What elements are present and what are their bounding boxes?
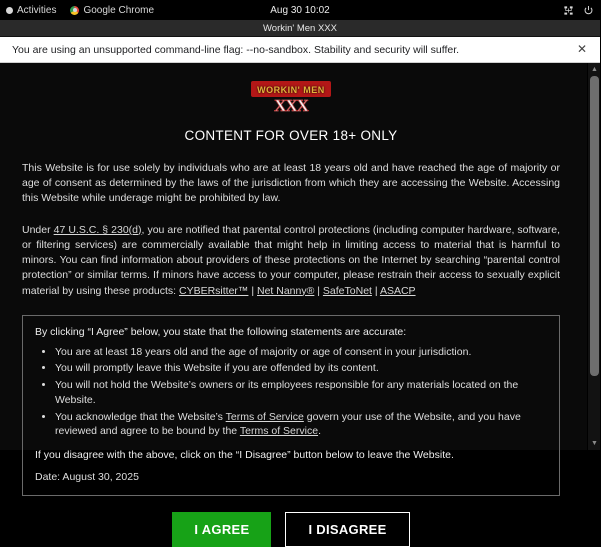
link-terms-of-service-2[interactable]: Terms of Service <box>239 425 319 438</box>
agreement-disagree-note: If you disagree with the above, click on the “I Disagree” button below to leave the Website. <box>35 448 454 461</box>
scrollbar-thumb[interactable] <box>590 76 599 376</box>
page-title: CONTENT FOR OVER 18+ ONLY <box>184 128 398 143</box>
site-logo-main-text: XXX <box>274 96 308 115</box>
list-item: • You will promptly leave this Website if you are offended by its content. <box>55 361 547 376</box>
i-disagree-button[interactable]: I DISAGREE <box>285 512 409 547</box>
list-item: • You will not hold the Website’s owners or its employees responsible for any materials located on the Website. <box>55 378 547 407</box>
app-menu-label: Google Chrome <box>83 4 155 16</box>
bullet4-mid: govern your use of the Website, and you have reviewed and agree to be bound by the <box>55 410 521 438</box>
agreement-date: Date: August 30, 2025 <box>35 470 139 483</box>
system-top-bar <box>0 0 600 20</box>
scrollbar-track[interactable] <box>588 76 601 437</box>
activities-button[interactable] <box>6 5 56 16</box>
scroll-down-icon[interactable]: ▼ <box>591 440 598 447</box>
paragraph2-mid: , you are notified that parental control protections (including computer hardware, software, or filtering services) are commercially available that might help in limiting access to material that is harmful to minors. You can find information about providers of these protections on the Internet by searching “parental control protection” or similar terms. If minors have access to your computer, please restrain their access to sexually explicit material by using these products: <box>22 223 561 297</box>
unsupported-flag-infobar <box>0 37 600 63</box>
page-viewport <box>0 63 600 537</box>
list-item-terms <box>55 410 547 439</box>
close-icon[interactable]: ✕ <box>576 41 588 56</box>
site-logo[interactable] <box>22 81 560 116</box>
agreement-box <box>22 315 560 496</box>
action-buttons <box>22 512 560 547</box>
list-item: • You are at least 18 years old and the age of majority or age of consent in your jurisdiction. <box>55 345 547 360</box>
paragraph-age-requirement: This Website is for use solely by individuals who are at least 18 years old and have reached the age of majority or age of consent as determined by the laws of the jurisdiction from which they are accessing the Website. Accessing this Website while underage might be prohibited by law. <box>22 162 560 205</box>
agreement-bullet-list <box>35 345 547 439</box>
link-net-nanny[interactable]: Net Nanny® <box>257 284 315 297</box>
power-icon[interactable] <box>583 5 594 16</box>
link-asacp[interactable]: ASACP <box>379 284 416 297</box>
infobar-message: You are using an unsupported command-line flag: --no-sandbox. Stability and security will suffer. <box>12 43 460 56</box>
paragraph2-pre: Under <box>22 223 54 236</box>
bullet4-end: . <box>318 425 321 438</box>
app-menu-chrome[interactable] <box>70 5 154 16</box>
page-scrollbar[interactable] <box>587 63 600 450</box>
i-agree-button[interactable]: I AGREE <box>172 512 271 547</box>
browser-window <box>0 20 600 537</box>
activities-dot-icon <box>6 7 13 14</box>
link-47-usc-230d[interactable]: 47 U.S.C. § 230(d) <box>53 223 142 236</box>
site-logo-top-text: WORKIN' MEN <box>257 85 325 95</box>
window-title-bar[interactable] <box>0 20 600 37</box>
window-title: Workin' Men XXX <box>263 22 337 34</box>
link-cybersitter[interactable]: CYBERsitter™ <box>179 284 249 297</box>
link-terms-of-service-1[interactable]: Terms of Service <box>225 410 304 423</box>
chrome-icon <box>70 6 79 15</box>
paragraph-parental-controls <box>22 223 560 299</box>
age-verification-content <box>0 63 582 547</box>
activities-label: Activities <box>17 4 57 16</box>
clock[interactable]: Aug 30 10:02 <box>270 4 330 16</box>
network-icon[interactable] <box>563 5 574 16</box>
link-safetonet[interactable]: SafeToNet <box>322 284 372 297</box>
agreement-lead: By clicking “I Agree” below, you state that the following statements are accurate: <box>35 325 407 338</box>
bullet4-pre: You acknowledge that the Website’s <box>55 410 226 423</box>
scroll-up-icon[interactable]: ▲ <box>591 66 598 73</box>
sep-1: | <box>248 284 257 297</box>
sep-2: | <box>314 284 323 297</box>
sep-3: | <box>371 284 380 297</box>
